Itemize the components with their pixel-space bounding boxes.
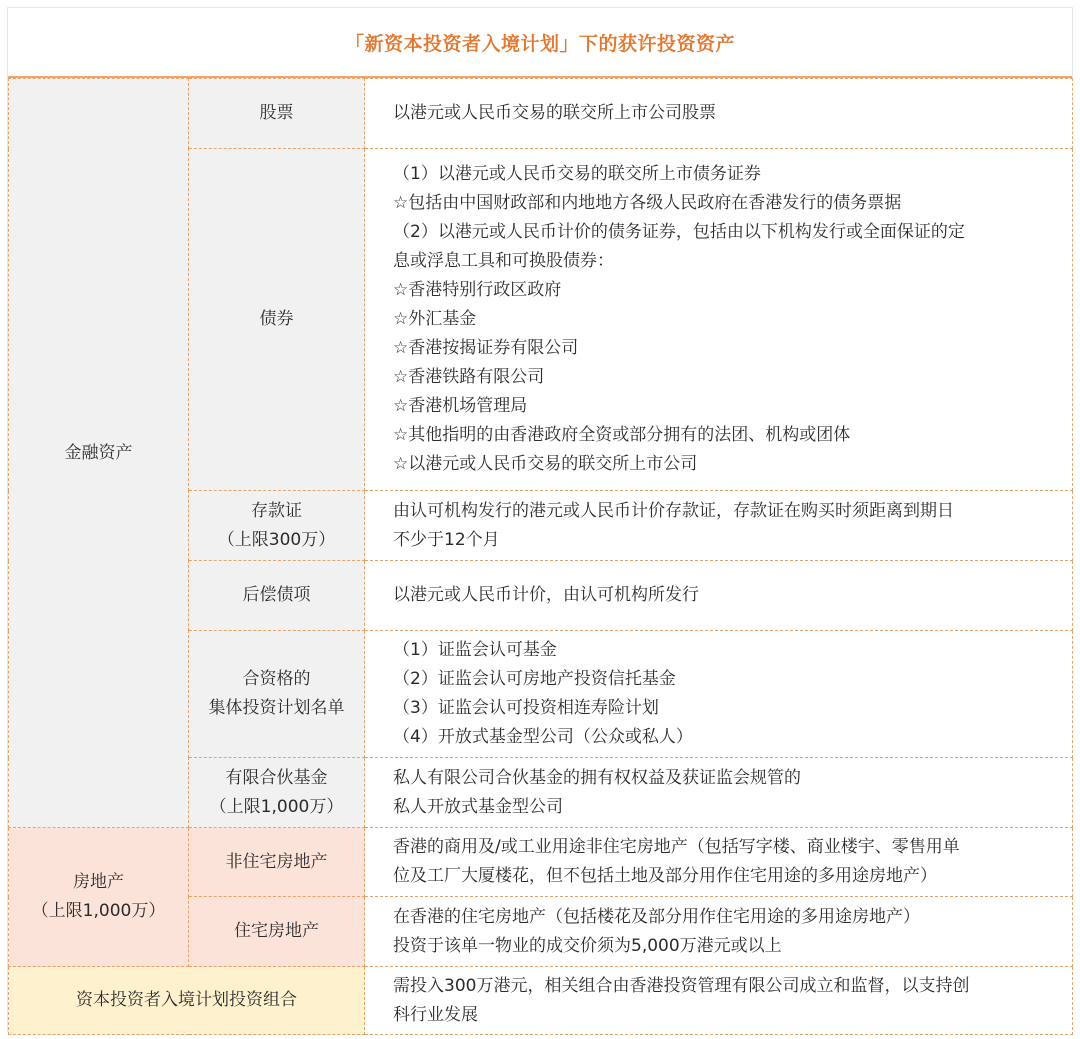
table-row-nonresidential [9, 828, 1073, 897]
lpf-limit: （上限1,000万） [209, 796, 344, 817]
asset-lpf [189, 758, 365, 828]
portfolio-label: 资本投资者入境计划投资组合 [9, 967, 365, 1035]
bond-line: （2）以港元或人民币计价的债务证券，包括由以下机构发行或全面保证的定 [393, 222, 965, 242]
category-financial: 金融资产 [9, 79, 189, 828]
table-row-portfolio [9, 967, 1073, 1035]
cd-desc-line: 不少于12个月 [393, 529, 500, 550]
asset-residential: 住宅房地产 [189, 897, 365, 967]
portfolio-desc-line: 科行业发展 [393, 1004, 478, 1025]
realestate-label: 房地产 [73, 872, 124, 892]
cis-line: （2）证监会认可房地产投资信托基金 [393, 669, 676, 689]
desc-stocks: 以港元或人民币交易的联交所上市公司股票 [365, 79, 1073, 149]
asset-nonresidential: 非住宅房地产 [189, 828, 365, 897]
cis-line: （3）证监会认可投资相连寿险计划 [393, 698, 659, 718]
bond-line: ☆其他指明的由香港政府全资或部分拥有的法团、机构或团体 [393, 425, 851, 445]
page-title: 「新资本投资者入境计划」下的获许投资资产 [8, 8, 1072, 78]
res-desc-line: 投资于该单一物业的成交价须为5,000万港元或以上 [393, 935, 782, 956]
res-desc-line: 在香港的住宅房地产（包括楼花及部分用作住宅用途的多用途房地产） [393, 906, 920, 927]
asset-subordinated: 后偿债项 [189, 561, 365, 631]
bond-line: 息或浮息工具和可换股债券： [393, 251, 614, 271]
cd-label: 存款证 [251, 500, 302, 521]
bond-line: ☆以港元或人民币交易的联交所上市公司 [393, 454, 698, 474]
bond-line: ☆香港机场管理局 [393, 396, 528, 416]
desc-cis [365, 631, 1073, 758]
desc-bonds [365, 149, 1073, 491]
desc-lpf [365, 758, 1073, 828]
table-row-stocks [9, 79, 1073, 149]
desc-cd [365, 491, 1073, 561]
asset-bonds: 债券 [189, 149, 365, 491]
asset-cis [189, 631, 365, 758]
bond-line: （1）以港元或人民币交易的联交所上市债务证券 [393, 164, 761, 184]
lpf-desc-line: 私人开放式基金型公司 [393, 796, 563, 817]
lpf-label: 有限合伙基金 [225, 767, 328, 788]
realestate-limit: （上限1,000万） [31, 901, 166, 921]
portfolio-desc-line: 需投入300万港元，相关组合由香港投资管理有限公司成立和监督，以支持创 [393, 975, 970, 996]
desc-portfolio [365, 967, 1073, 1035]
bond-line: ☆外汇基金 [393, 309, 477, 329]
document-frame [7, 7, 1073, 1032]
bond-line: ☆香港特别行政区政府 [393, 280, 562, 300]
nonres-desc-line: 位及工厂大厦楼花，但不包括土地及部分用作住宅用途的多用途房地产） [393, 866, 937, 886]
cis-label: 合资格的 [242, 669, 311, 689]
cis-line: （4）开放式基金型公司（公众或私人） [393, 727, 693, 747]
bond-line: ☆香港铁路有限公司 [393, 367, 545, 387]
nonres-desc-line: 香港的商用及/或工业用途非住宅房地产（包括写字楼、商业楼宇、零售用单 [393, 837, 960, 857]
cis-label: 集体投资计划名单 [208, 698, 345, 718]
desc-residential [365, 897, 1073, 967]
asset-cd [189, 491, 365, 561]
cis-line: （1）证监会认可基金 [393, 640, 557, 660]
desc-subordinated: 以港元或人民币计价，由认可机构所发行 [365, 561, 1073, 631]
bond-line: ☆包括由中国财政部和内地地方各级人民政府在香港发行的债务票据 [393, 193, 902, 213]
category-realestate [9, 828, 189, 967]
cd-limit: （上限300万） [217, 529, 336, 550]
permissible-assets-table [8, 78, 1073, 1035]
asset-stocks: 股票 [189, 79, 365, 149]
lpf-desc-line: 私人有限公司合伙基金的拥有权权益及获证监会规管的 [393, 767, 801, 788]
cd-desc-line: 由认可机构发行的港元或人民币计价存款证，存款证在购买时须距离到期日 [393, 500, 954, 521]
bond-line: ☆香港按揭证券有限公司 [393, 338, 579, 358]
desc-nonresidential [365, 828, 1073, 897]
